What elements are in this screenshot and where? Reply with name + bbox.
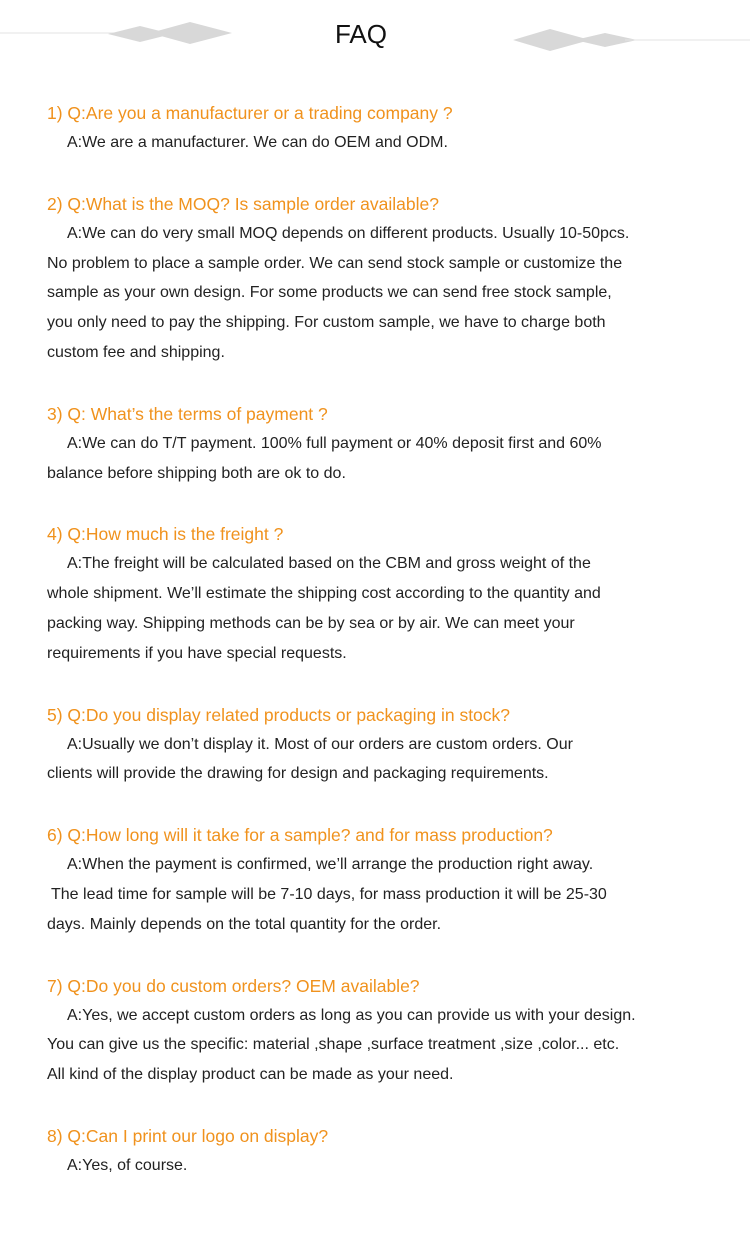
faq-item <box>47 820 687 939</box>
faq-answer-line: custom fee and shipping. <box>47 343 225 361</box>
faq-question: 8) Q:Can I print our logo on display? <box>47 1125 329 1146</box>
faq-answer <box>47 850 687 939</box>
faq-item <box>47 98 687 158</box>
faq-answer-line: You can give us the specific: material ,shape ,surface treatment ,size ,color... etc. <box>47 1036 620 1054</box>
faq-item <box>47 399 687 489</box>
faq-answer <box>47 219 687 368</box>
faq-question: 4) Q:How much is the freight ? <box>47 524 284 545</box>
faq-question: 7) Q:Do you do custom orders? OEM available? <box>47 975 420 996</box>
faq-item <box>47 700 687 790</box>
faq-answer <box>47 730 687 790</box>
faq-answer-line: packing way. Shipping methods can be by sea or by air. We can meet your <box>47 614 575 632</box>
faq-answer-line: clients will provide the drawing for design and packaging requirements. <box>47 765 549 783</box>
faq-answer-line: The lead time for sample will be 7-10 days, for mass production it will be 25-30 <box>51 885 607 903</box>
faq-answer-line: A:We can do T/T payment. 100% full payment or 40% deposit first and 60% <box>67 434 602 452</box>
faq-answer-line: sample as your own design. For some products we can send free stock sample, <box>47 284 612 302</box>
faq-answer-line: A:We can do very small MOQ depends on different products. Usually 10-50pcs. <box>67 224 630 242</box>
faq-item <box>47 189 687 368</box>
faq-answer-line: A:Usually we don’t display it. Most of our orders are custom orders. Our <box>67 735 573 753</box>
faq-answer-line: days. Mainly depends on the total quantity for the order. <box>47 915 442 933</box>
faq-item <box>47 971 687 1090</box>
faq-answer-line: No problem to place a sample order. We can send stock sample or customize the <box>47 254 623 272</box>
faq-question: 2) Q:What is the MOQ? Is sample order available? <box>47 193 439 214</box>
faq-question: 3) Q: What’s the terms of payment ? <box>47 403 328 424</box>
faq-answer <box>47 549 687 668</box>
faq-answer-line: balance before shipping both are ok to do. <box>47 464 346 482</box>
faq-answer-line: A:When the payment is confirmed, we’ll arrange the production right away. <box>67 856 594 874</box>
faq-answer-line: A:Yes, we accept custom orders as long as you can provide us with your design. <box>67 1006 636 1024</box>
faq-question: 5) Q:Do you display related products or packaging in stock? <box>47 704 511 725</box>
faq-answer-line: you only need to pay the shipping. For custom sample, we have to charge both <box>47 314 606 332</box>
faq-question: 1) Q:Are you a manufacturer or a trading company ? <box>47 103 453 123</box>
faq-answer-line: All kind of the display product can be made as your need. <box>47 1066 454 1084</box>
faq-answer-line: whole shipment. We’ll estimate the shipping cost according to the quantity and <box>47 585 601 603</box>
faq-item <box>47 519 687 668</box>
faq-answer-line: requirements if you have special requests. <box>47 644 347 662</box>
faq-answer-line: A:Yes, of course. <box>67 1156 188 1174</box>
page-title: FAQ <box>334 19 387 49</box>
faq-answer <box>47 429 687 489</box>
faq-answer-line: A:The freight will be calculated based on the CBM and gross weight of the <box>67 555 591 573</box>
faq-question: 6) Q:How long will it take for a sample? and for mass production? <box>47 825 553 846</box>
faq-answer <box>47 1151 687 1181</box>
faq-answer <box>47 1001 687 1090</box>
faq-header <box>0 0 750 70</box>
faq-answer-line: A:We are a manufacturer. We can do OEM and ODM. <box>67 134 448 151</box>
faq-answer <box>47 128 687 158</box>
faq-item <box>47 1121 687 1181</box>
faq-list <box>47 98 687 1212</box>
